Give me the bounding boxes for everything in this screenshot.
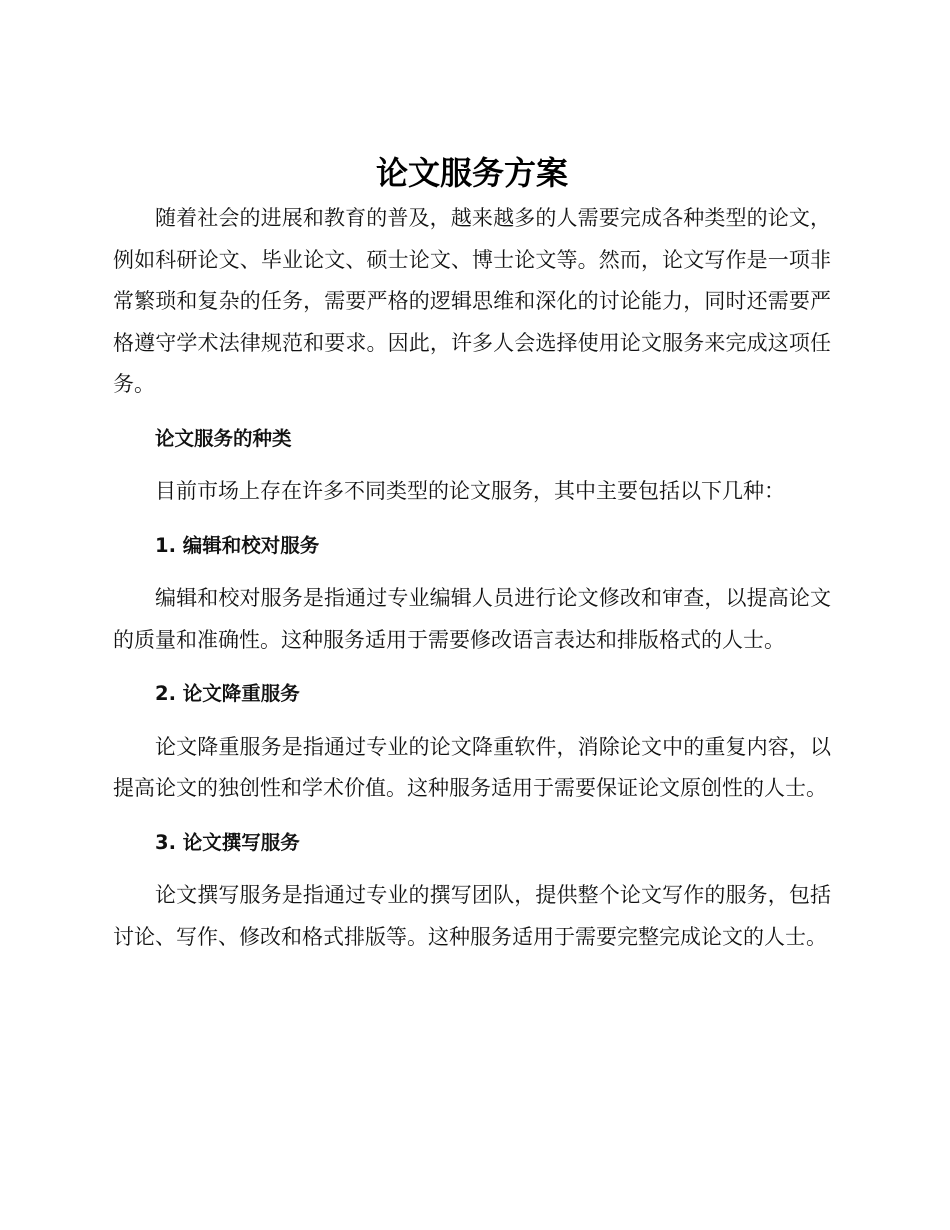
- spacer: [113, 459, 831, 471]
- service-body-writing: 论文撰写服务是指通过专业的撰写团队，提供整个论文写作的服务，包括讨论、写作、修改和格式排版等。这种服务适用于需要完整完成论文的人士。: [113, 883, 831, 949]
- service-heading-plagiarism-reduction: 2. 论文降重服务: [155, 682, 300, 705]
- spacer: [113, 661, 831, 673]
- spacer: [113, 566, 831, 578]
- service-body-editing: 编辑和校对服务是指通过专业编辑人员进行论文修改和审查，以提高论文的质量和准确性。这种服务适用于需要修改语言表达和排版格式的人士。: [113, 586, 831, 652]
- service-body-plagiarism-reduction: 论文降重服务是指通过专业的论文降重软件，消除论文中的重复内容，以提高论文的独创性和学术价值。这种服务适用于需要保证论文原创性的人士。: [113, 734, 831, 800]
- spacer: [113, 513, 831, 525]
- spacer: [113, 715, 831, 727]
- spacer: [113, 406, 831, 418]
- section-heading: 论文服务的种类: [155, 426, 292, 450]
- document-title: 论文服务方案: [375, 154, 568, 192]
- spacer: [113, 863, 831, 875]
- spacer: [113, 810, 831, 822]
- service-heading-writing: 3. 论文撰写服务: [155, 830, 300, 854]
- service-heading-editing: 1. 编辑和校对服务: [155, 533, 320, 557]
- section-intro-paragraph: 目前市场上存在许多不同类型的论文服务，其中主要包括以下几种：: [155, 479, 785, 503]
- document-body: [113, 148, 831, 958]
- intro-paragraph: 随着社会的进展和教育的普及，越来越多的人需要完成各种类型的论文，例如科研论文、毕业论文、硕士论文、博士论文等。然而，论文写作是一项非常繁琐和复杂的任务，需要严格的逻辑思维和深化的讨论能力，同时还需要严格遵守学术法律规范和要求。因此，许多人会选择使用论文服务来完成这项任务。: [113, 206, 831, 396]
